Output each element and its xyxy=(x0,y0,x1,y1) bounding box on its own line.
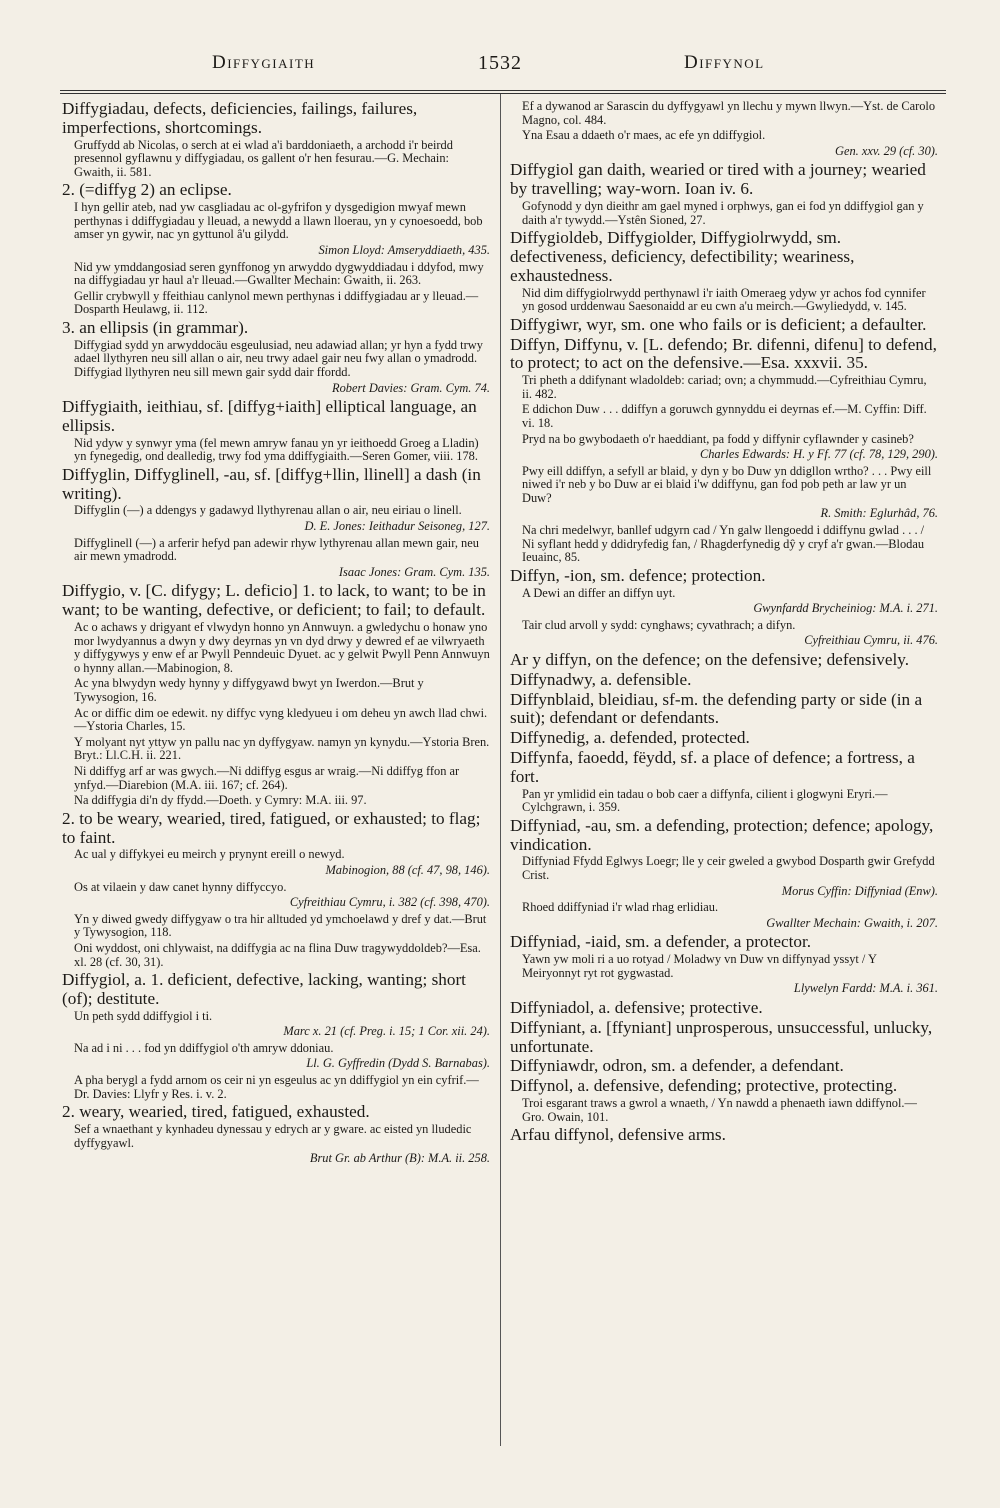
dictionary-entry: Diffyn, -ion, sm. defence; protection. xyxy=(510,565,766,585)
quotation: Os at vilaein y daw canet hynny diffyccyo. xyxy=(74,879,287,894)
citation-source: Gen. xxv. 29 (cf. 30). xyxy=(835,143,938,158)
citation-source: D. E. Jones: Ieithadur Seisoneg, 127. xyxy=(304,519,490,534)
quotation: E ddichon Duw . . . ddiffyn a goruwch gynnyddu ei deyrnas ef.—M. Cyffin: Diff. vi. 18. xyxy=(522,402,927,430)
dictionary-entry: Diffyglin, Diffyglinell, -au, sf. [diffyg+llin, llinell] a dash (in writing). xyxy=(62,464,481,503)
quotation: Yna Esau a ddaeth o'r maes, ac efe yn ddiffygiol. xyxy=(522,128,766,143)
quotation: Ac o achaws y drigyant ef vlwydyn honno yn Annwuyn. a gwledychu o honaw yno mor lwydyannus a dwyn y dwy deyrnas yn vn dyd drwy y dewred ef ae vilwryaeth y diffygywys y enw ef ar Pwyll Penndeuic Dyuet. ac y gelwit Pwyll Penn Annwuyn o hynny allan.—Mabinogion, 8. xyxy=(74,620,490,675)
quotation: Nid yw ymddangosiad seren gynffonog yn arwyddo dygwyddiadau i ddyfod, mwy na diffygiadau yr haul a'r lleuad.—Gwallter Mechain: Gwaith, ii. 263. xyxy=(74,259,484,288)
quotation: Gofynodd y dyn dieithr am gael myned i orphwys, gan ei fod yn ddiffygiol gan y daith a'r tywydd.—Ystên Sioned, 27. xyxy=(522,198,924,227)
dictionary-entry: Diffynblaid, bleidiau, sf-m. the defending party or side (in a suit); defendant or defendants. xyxy=(510,689,923,728)
quotation: Pan yr ymlidid ein tadau o bob caer a diffynfa, cilient i glogwyni Eryri.—Cylchgrawn, i. 359. xyxy=(522,786,888,815)
column-divider xyxy=(500,94,501,1446)
header-rule-second xyxy=(60,93,946,94)
citation-source: Marc x. 21 (cf. Preg. i. 15; 1 Cor. xii. 24). xyxy=(283,1024,490,1039)
header-rule xyxy=(60,90,946,91)
quotation: Gellir crybwyll y ffeithiau canlynol mewn perthynas i ddiffygiadau ar y lleuad.—Dosparth Heulawg, ii. 112. xyxy=(74,288,479,317)
dictionary-entry: 3. an ellipsis (in grammar). xyxy=(62,317,249,337)
quotation: Y molyant nyt yttyw yn pallu nac yn dyffygyaw. namyn yn kynydu.—Ystoria Bren. Bryt.: Ll.C.H. ii. 221. xyxy=(74,734,490,763)
quotation: Yawn yw moli ri a uo rotyad / Moladwy vn Duw vn diffynyad yssyt / Y Meiryonnyt ryt rot gygwastad. xyxy=(522,952,877,980)
quotation: Gruffydd ab Nicolas, o serch at ei wlad a'i barddoniaeth, a archodd i'r beirdd presennol gyflawnu y diffygiadau, os gallent o'r hen fesurau.—G. Mechain: Gwaith, ii. 581. xyxy=(74,137,453,179)
quotation: Diffyglin (—) a ddengys y gadawyd llythyrenau allan o air, neu eiriau o linell. xyxy=(74,503,462,518)
quotation: Diffygiad sydd yn arwyddocäu esgeulusiad, neu adawiad allan; yr hyn a fydd trwy adael llythyren neu sill allan o air, neu trwy adael gair neu fwy allan o ymadrodd. Diffygiad llythyren neu sill mewn gair sydd dair ffordd. xyxy=(74,337,483,379)
citation-source: R. Smith: Eglurhâd, 76. xyxy=(820,506,938,521)
dictionary-entry: Diffynfa, faoedd, fëydd, sf. a place of defence; a fortress, a fort. xyxy=(510,748,915,786)
running-header xyxy=(60,52,940,84)
dictionary-entry: Diffyniawdr, odron, sm. a defender, a defendant. xyxy=(510,1056,844,1076)
citation-source: Brut Gr. ab Arthur (B): M.A. ii. 258. xyxy=(309,1151,490,1166)
quotation: A pha berygl a fydd arnom os ceir ni yn esgeulus ac yn ddiffygiol yn ein cyfrif.—Dr. Davies: Llyfr y Res. i. v. 2. xyxy=(74,1073,479,1101)
citation-source: Isaac Jones: Gram. Cym. 135. xyxy=(338,564,490,579)
dictionary-entry: Diffynedig, a. defended, protected. xyxy=(510,728,750,748)
dictionary-entry: Diffyn, Diffynu, v. [L. defendo; Br. difenni, difenu] to defend, to protect; to act on the defensive.—Esa. xxxvii. 35. xyxy=(510,334,937,373)
quotation: Ac yna blwydyn wedy hynny y diffygyawd bwyt yn Iwerdon.—Brut y Tywysogion, 16. xyxy=(74,676,424,704)
citation-source: Cyfreithiau Cymru, i. 382 (cf. 398, 470). xyxy=(289,895,490,910)
dictionary-entry: Diffygio, v. [C. difygy; L. deficio] 1. to lack, to want; to be in want; to be wanting, defective, or deficient; to fail; to default. xyxy=(62,581,486,620)
quotation: Yn y diwed gwedy diffygyaw o tra hir alltuded yd ymchoelawd y dref y dat.—Brut y Tywysogion, 118. xyxy=(74,911,487,940)
right-column xyxy=(510,100,938,1440)
dictionary-entry: Diffygiol gan daith, wearied or tired with a journey; wearied by travelling; way-worn. Ioan iv. 6. xyxy=(510,160,926,199)
quotation: Oni wyddost, oni chlywaist, na ddiffygia ac na flina Duw tragywyddoldeb?—Esa. xl. 28 (cf. 30, 31). xyxy=(74,940,481,969)
quotation: Un peth sydd ddiffygiol i ti. xyxy=(74,1008,213,1023)
citation-source: Llywelyn Fardd: M.A. i. 361. xyxy=(793,981,938,996)
citation-source: Cyfreithiau Cymru, ii. 476. xyxy=(804,633,938,648)
citation-source: Gwynfardd Brycheiniog: M.A. i. 271. xyxy=(753,601,938,616)
quotation: Pwy eill ddiffyn, a sefyll ar blaid, y dyn y bo Duw yn ddigllon wrtho? . . . Pwy eill niwed i'r neb y bo Duw ar ei blaid i'w ddiffynu, gan fod pob peth ar law yr un Duw? xyxy=(522,463,932,505)
citation-source: Gwallter Mechain: Gwaith, i. 207. xyxy=(766,915,938,930)
quotation: Diffyniad Ffydd Eglwys Loegr; lle y ceir gweled a gwybod Dosparth gwir Grefydd Crist. xyxy=(522,854,935,882)
dictionary-entry: Diffygiwr, wyr, sm. one who fails or is deficient; a defaulter. xyxy=(510,314,927,334)
quotation: Ni ddiffyg arf ar was gwych.—Ni ddiffyg esgus ar wraig.—Ni ddiffyg ffon ar ynfyd.—Diarebion (M.A. iii. 167; cf. 264). xyxy=(74,763,460,792)
dictionary-entry: Diffygiadau, defects, deficiencies, failings, failures, imperfections, shortcomings. xyxy=(62,100,418,137)
dictionary-entry: 2. to be weary, wearied, tired, fatigued, or exhausted; to flag; to faint. xyxy=(62,808,481,847)
dictionary-entry: Ar y diffyn, on the defence; on the defensive; defensively. xyxy=(510,650,909,670)
dictionary-entry: Diffynol, a. defensive, defending; protective, protecting. xyxy=(510,1076,898,1096)
quotation: Ac ual y diffykyei eu meirch y prynynt ereill o newyd. xyxy=(74,847,345,862)
quotation: Tri pheth a ddifynant wladoldeb: cariad; ovn; a chymmudd.—Cyfreithiau Cymru, ii. 482. xyxy=(522,373,927,401)
dictionary-entry: Diffyniadol, a. defensive; protective. xyxy=(510,997,763,1017)
dictionary-entry: Diffyniad, -au, sm. a defending, protection; defence; apology, vindication. xyxy=(510,815,934,854)
citation-source: Mabinogion, 88 (cf. 47, 98, 146). xyxy=(325,862,490,877)
quotation: Na chri medelwyr, banllef udgyrn cad / Yn galw llengoedd i ddiffynu gwlad . . . / Ni syflant hedd y ddidryfedig fan, / Rhagderfynedig dŷ y cryf a'r gwan.—Blodau Ieuainc, 85. xyxy=(522,523,925,565)
quotation: I hyn gellir ateb, nad yw casgliadau ac ol-gyfrifon y dysgedigion mwyaf mewn perthynas i ddiffygiadau y lleuad, a newydd a llawn lloerau, yn y cynoesoedd, bob amser yn gywir, nac yn gyttunol â'u gilydd. xyxy=(74,200,483,242)
dictionary-entry: 2. weary, wearied, tired, fatigued, exhausted. xyxy=(62,1102,370,1122)
page-number: 1532 xyxy=(478,52,522,74)
citation-source: Robert Davies: Gram. Cym. 74. xyxy=(332,380,490,395)
quotation: Na ddiffygia di'n dy ffydd.—Doeth. y Cymry: M.A. iii. 97. xyxy=(74,793,367,808)
quotation: Troi esgarant traws a gwrol a wnaeth, / Yn nawdd a phenaeth iawn ddiffynol.—Gro. Owain, 101. xyxy=(522,1095,917,1124)
quotation: Pryd na bo gwybodaeth o'r haeddiant, pa fodd y diffynir cyflawnder y casineb? xyxy=(522,431,914,446)
citation-source: Charles Edwards: H. y Ff. 77 (cf. 78, 129, 290). xyxy=(699,447,938,462)
quotation: Tair clud arvoll y sydd: cynghaws; cyvathrach; a difyn. xyxy=(522,617,796,632)
dictionary-entry: Diffyniad, -iaid, sm. a defender, a protector. xyxy=(510,932,812,952)
quotation: Nid dim diffygiolrwydd perthynawl i'r iaith Omeraeg ydyw yr achos fod cynnifer yn gosod urddenwau Saesonaidd ar eu cwn a'u meirch.—Gwyliedydd, v. 145. xyxy=(522,285,926,314)
dictionary-entry: Arfau diffynol, defensive arms. xyxy=(510,1125,726,1145)
dictionary-entry: Diffynadwy, a. defensible. xyxy=(510,669,692,689)
dictionary-entry: Diffyniant, a. [ffyniant] unprosperous, unsuccessful, unlucky, unfortunate. xyxy=(510,1017,933,1056)
citation-source: Morus Cyffin: Diffyniad (Enw). xyxy=(781,883,938,898)
quotation: Ac or diffic dim oe edewit. ny diffyc vyng kledyueu i om deheu yn awch llad chwi.—Ystoria Charles, 15. xyxy=(74,705,488,734)
quotation: A Dewi an differ an diffyn uyt. xyxy=(522,585,676,600)
quotation: Diffyglinell (—) a arferir hefyd pan adewir rhyw lythyrenau allan mewn gair, neu air mewn ymadrodd. xyxy=(74,535,479,564)
header-right-word: Diffynol xyxy=(684,52,765,73)
left-column xyxy=(62,100,490,1440)
quotation: Rhoed ddiffyniad i'r wlad rhag erlidiau. xyxy=(522,900,719,915)
citation-source: Ll. G. Gyffredin (Dydd S. Barnabas). xyxy=(306,1056,490,1071)
quotation: Sef a wnaethant y kynhadeu dynessau y edrych ar y gware. ac eisted yn lludedic dyffygyawl. xyxy=(74,1122,472,1150)
quotation: Nid ydyw y synwyr yma (fel mewn amryw fanau yn yr ieithoedd Groeg a Lladin) yn fynegedig, ond dealledig, trwy fod yma ddiffygiaith.—Seren Gomer, viii. 178. xyxy=(74,435,479,464)
header-left-word: Diffygiaith xyxy=(212,52,316,73)
dictionary-entry: Diffygiaith, ieithiau, sf. [diffyg+iaith] elliptical language, an ellipsis. xyxy=(62,397,477,435)
citation-source: Simon Lloyd: Amseryddiaeth, 435. xyxy=(318,242,490,257)
dictionary-entry: 2. (=diffyg 2) an eclipse. xyxy=(62,180,232,200)
quotation: Ef a dywanod ar Sarascin du dyffygyawl yn llechu y mywn llwyn.—Yst. de Carolo Magno, col. 484. xyxy=(522,100,936,127)
dictionary-entry: Diffygiol, a. 1. deficient, defective, lacking, wanting; short (of); destitute. xyxy=(62,970,466,1008)
dictionary-entry: Diffygioldeb, Diffygiolder, Diffygiolrwydd, sm. defectiveness, deficiency, defectibility; weariness, exhaustedness. xyxy=(510,228,855,285)
quotation: Na ad i ni . . . fod yn ddiffygiol o'th amryw ddoniau. xyxy=(74,1040,334,1055)
